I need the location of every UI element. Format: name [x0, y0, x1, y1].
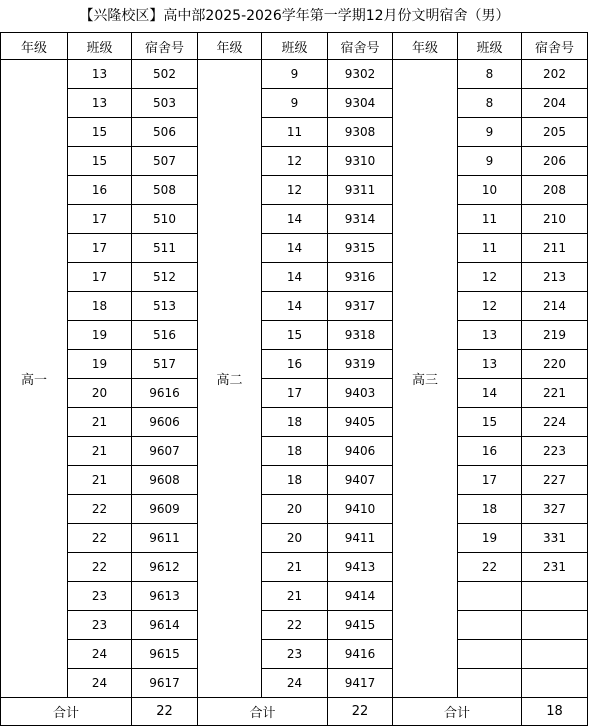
class-cell: 13 [458, 321, 522, 350]
class-cell: 15 [458, 408, 522, 437]
dorm-cell: 511 [132, 234, 198, 263]
class-cell: 11 [458, 234, 522, 263]
class-cell [458, 611, 522, 640]
dorm-cell: 516 [132, 321, 198, 350]
class-cell: 21 [68, 408, 132, 437]
class-cell: 17 [68, 263, 132, 292]
class-cell: 9 [262, 89, 328, 118]
table-row [1, 640, 588, 669]
table-row [1, 147, 588, 176]
class-cell: 9 [262, 60, 328, 89]
dorm-cell: 513 [132, 292, 198, 321]
dorm-cell: 9405 [328, 408, 393, 437]
class-cell: 15 [68, 147, 132, 176]
class-cell: 18 [262, 437, 328, 466]
table-row [1, 118, 588, 147]
dorm-cell: 213 [522, 263, 588, 292]
header-dorm-2: 宿舍号 [328, 33, 393, 60]
dorm-cell: 9415 [328, 611, 393, 640]
dorm-cell: 9319 [328, 350, 393, 379]
class-cell: 18 [262, 466, 328, 495]
class-cell: 24 [68, 640, 132, 669]
header-grade-2: 年级 [198, 33, 262, 60]
class-cell: 16 [68, 176, 132, 205]
dorm-cell: 9416 [328, 640, 393, 669]
class-cell: 11 [262, 118, 328, 147]
dorm-cell: 9609 [132, 495, 198, 524]
class-cell: 11 [458, 205, 522, 234]
dorm-cell: 211 [522, 234, 588, 263]
total-value-grade-2: 22 [328, 698, 393, 726]
dorm-cell [522, 669, 588, 698]
dorm-cell: 214 [522, 292, 588, 321]
class-cell: 14 [262, 234, 328, 263]
class-cell: 19 [68, 321, 132, 350]
class-cell: 13 [68, 89, 132, 118]
dorm-cell: 231 [522, 553, 588, 582]
dorm-cell: 227 [522, 466, 588, 495]
header-grade-1: 年级 [1, 33, 68, 60]
dorm-cell: 221 [522, 379, 588, 408]
class-cell: 17 [458, 466, 522, 495]
table-row [1, 466, 588, 495]
dorm-cell: 9403 [328, 379, 393, 408]
table-row [1, 292, 588, 321]
table-footer [1, 698, 588, 726]
class-cell: 12 [262, 176, 328, 205]
class-cell: 12 [262, 147, 328, 176]
dorm-cell: 9615 [132, 640, 198, 669]
class-cell: 12 [458, 292, 522, 321]
class-cell: 15 [68, 118, 132, 147]
table-row [1, 60, 588, 89]
class-cell [458, 640, 522, 669]
dorm-cell: 517 [132, 350, 198, 379]
dorm-cell: 9311 [328, 176, 393, 205]
class-cell: 19 [68, 350, 132, 379]
total-label-grade-1: 合计 [1, 698, 132, 726]
dorm-cell: 9410 [328, 495, 393, 524]
dorm-cell: 9606 [132, 408, 198, 437]
total-value-grade-3: 18 [522, 698, 588, 726]
class-cell: 23 [68, 582, 132, 611]
class-cell: 14 [262, 292, 328, 321]
header-class-2: 班级 [262, 33, 328, 60]
header-class-3: 班级 [458, 33, 522, 60]
total-value-grade-1: 22 [132, 698, 198, 726]
class-cell: 14 [458, 379, 522, 408]
dorm-cell: 219 [522, 321, 588, 350]
grade-label-1: 高一 [1, 60, 68, 698]
dorm-cell: 502 [132, 60, 198, 89]
dorm-cell: 9417 [328, 669, 393, 698]
dorm-cell: 220 [522, 350, 588, 379]
class-cell: 21 [262, 582, 328, 611]
table-row [1, 89, 588, 118]
dorm-cell: 9308 [328, 118, 393, 147]
class-cell: 20 [262, 524, 328, 553]
class-cell: 18 [458, 495, 522, 524]
dorm-cell: 9616 [132, 379, 198, 408]
dorm-cell: 9414 [328, 582, 393, 611]
class-cell [458, 582, 522, 611]
dorm-cell: 224 [522, 408, 588, 437]
class-cell: 17 [68, 205, 132, 234]
table-row [1, 495, 588, 524]
class-cell: 8 [458, 89, 522, 118]
dorm-cell: 9608 [132, 466, 198, 495]
dorm-cell: 9302 [328, 60, 393, 89]
class-cell: 8 [458, 60, 522, 89]
dorm-cell: 208 [522, 176, 588, 205]
document-title: 【兴隆校区】高中部2025-2026学年第一学期12月份文明宿舍（男） [79, 8, 510, 24]
dorm-cell: 9413 [328, 553, 393, 582]
dorm-cell: 9407 [328, 466, 393, 495]
header-grade-3: 年级 [393, 33, 458, 60]
dorm-cell [522, 611, 588, 640]
class-cell: 15 [262, 321, 328, 350]
dorm-cell: 508 [132, 176, 198, 205]
class-cell: 17 [68, 234, 132, 263]
dorm-cell: 9304 [328, 89, 393, 118]
dorm-cell: 9315 [328, 234, 393, 263]
header-class-1: 班级 [68, 33, 132, 60]
class-cell: 21 [262, 553, 328, 582]
table-row [1, 176, 588, 205]
class-cell: 18 [68, 292, 132, 321]
table-row [1, 524, 588, 553]
dorm-cell: 202 [522, 60, 588, 89]
table-row [1, 263, 588, 292]
class-cell: 22 [68, 495, 132, 524]
dorm-cell: 223 [522, 437, 588, 466]
dorm-cell: 205 [522, 118, 588, 147]
table-row [1, 437, 588, 466]
table-row [1, 321, 588, 350]
dorm-table [0, 32, 588, 726]
total-label-grade-3: 合计 [393, 698, 522, 726]
dorm-cell: 506 [132, 118, 198, 147]
table-row [1, 408, 588, 437]
table-row [1, 234, 588, 263]
dorm-cell: 9310 [328, 147, 393, 176]
grade-label-2: 高二 [198, 60, 262, 698]
class-cell: 13 [458, 350, 522, 379]
class-cell: 17 [262, 379, 328, 408]
dorm-cell: 9406 [328, 437, 393, 466]
total-label-grade-2: 合计 [198, 698, 328, 726]
dorm-cell: 204 [522, 89, 588, 118]
dorm-cell: 210 [522, 205, 588, 234]
class-cell [458, 669, 522, 698]
class-cell: 24 [262, 669, 328, 698]
class-cell: 9 [458, 147, 522, 176]
dorm-cell: 507 [132, 147, 198, 176]
dorm-cell: 327 [522, 495, 588, 524]
dorm-cell: 9617 [132, 669, 198, 698]
class-cell: 14 [262, 205, 328, 234]
dorm-cell: 9316 [328, 263, 393, 292]
class-cell: 13 [68, 60, 132, 89]
class-cell: 22 [458, 553, 522, 582]
class-cell: 22 [68, 524, 132, 553]
class-cell: 23 [262, 640, 328, 669]
class-cell: 20 [262, 495, 328, 524]
dorm-cell [522, 582, 588, 611]
class-cell: 10 [458, 176, 522, 205]
table-row [1, 205, 588, 234]
dorm-cell: 9411 [328, 524, 393, 553]
class-cell: 18 [262, 408, 328, 437]
table-row [1, 553, 588, 582]
class-cell: 21 [68, 466, 132, 495]
table-body [1, 60, 588, 698]
dorm-cell: 503 [132, 89, 198, 118]
dorm-cell: 9318 [328, 321, 393, 350]
class-cell: 14 [262, 263, 328, 292]
class-cell: 16 [262, 350, 328, 379]
table-row [1, 669, 588, 698]
class-cell: 21 [68, 437, 132, 466]
header-dorm-3: 宿舍号 [522, 33, 588, 60]
dorm-cell: 9614 [132, 611, 198, 640]
class-cell: 16 [458, 437, 522, 466]
table-row [1, 379, 588, 408]
dorm-cell: 510 [132, 205, 198, 234]
class-cell: 9 [458, 118, 522, 147]
dorm-cell: 9314 [328, 205, 393, 234]
dorm-cell: 9317 [328, 292, 393, 321]
class-cell: 24 [68, 669, 132, 698]
table-row [1, 350, 588, 379]
dorm-cell: 206 [522, 147, 588, 176]
class-cell: 22 [68, 553, 132, 582]
dorm-cell [522, 640, 588, 669]
class-cell: 20 [68, 379, 132, 408]
class-cell: 22 [262, 611, 328, 640]
dorm-cell: 331 [522, 524, 588, 553]
header-dorm-1: 宿舍号 [132, 33, 198, 60]
dorm-cell: 9611 [132, 524, 198, 553]
dorm-cell: 9613 [132, 582, 198, 611]
dorm-cell: 512 [132, 263, 198, 292]
table-row [1, 582, 588, 611]
grade-label-3: 高三 [393, 60, 458, 698]
class-cell: 12 [458, 263, 522, 292]
dorm-cell: 9607 [132, 437, 198, 466]
class-cell: 23 [68, 611, 132, 640]
table-header [1, 33, 588, 60]
class-cell: 19 [458, 524, 522, 553]
dorm-cell: 9612 [132, 553, 198, 582]
table-row [1, 611, 588, 640]
